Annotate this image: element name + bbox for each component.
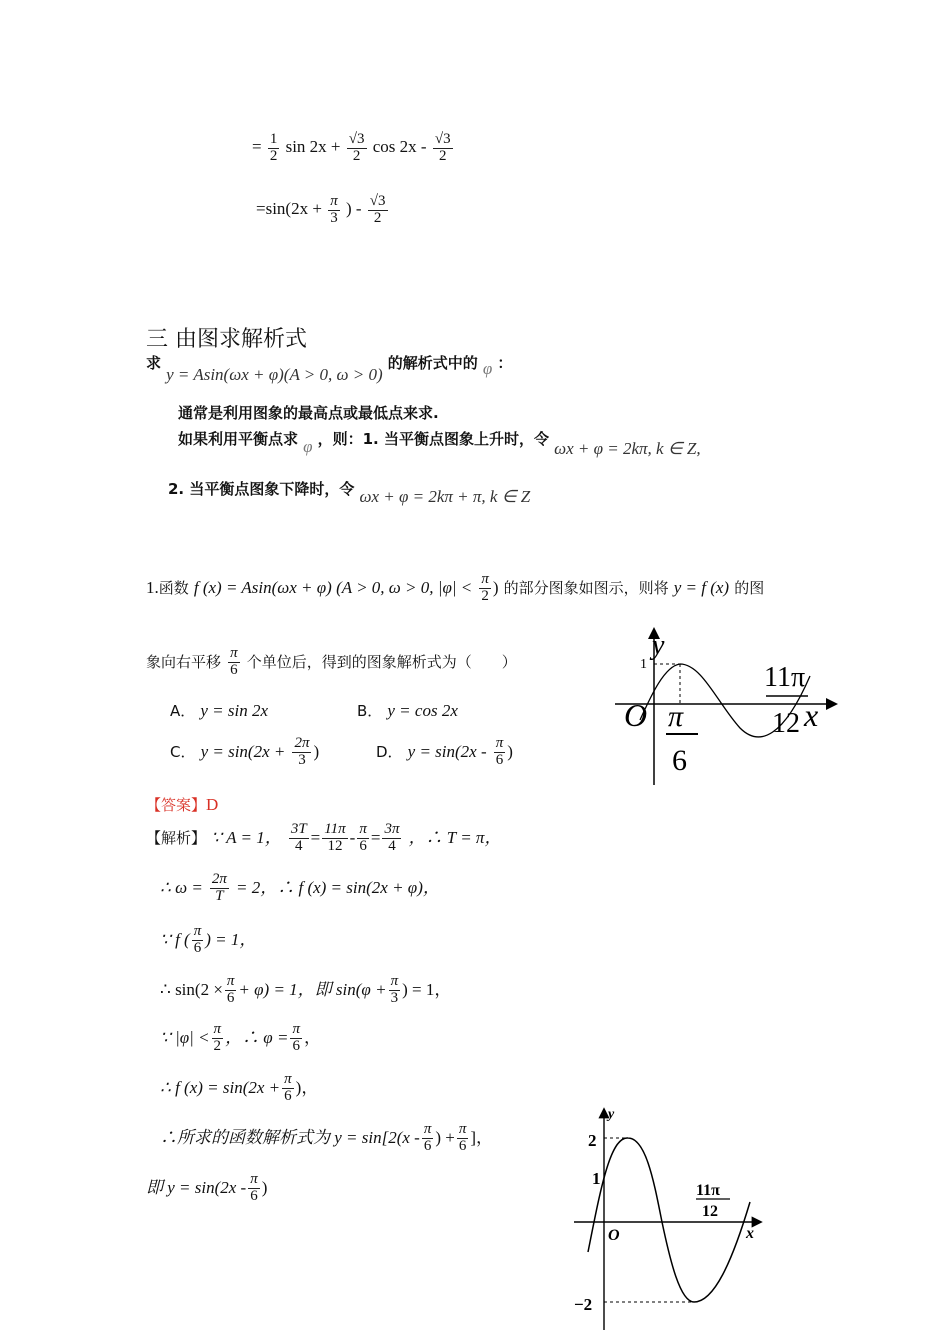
paren: ) (507, 741, 513, 761)
option-label: D． (376, 742, 403, 761)
rule-3 (168, 478, 531, 506)
option-b (357, 700, 458, 721)
solution-text: ) + (435, 1127, 455, 1147)
solution-text: )， (295, 1077, 319, 1097)
denominator: 2 (438, 147, 447, 164)
fraction (494, 736, 506, 769)
fraction (328, 194, 340, 227)
solution-line-6 (160, 1072, 318, 1105)
denominator: 6 (230, 661, 238, 678)
denominator: 2 (373, 209, 382, 226)
option-value: y = sin(2x + (200, 741, 286, 761)
fraction (282, 1072, 294, 1105)
solution-text: ∴ f (x) = sin(2x + (160, 1077, 281, 1097)
problem-text: 的图 (734, 578, 765, 597)
equals-sign: = (310, 827, 321, 847)
numerator: π (292, 1021, 300, 1037)
problem-number: 1. (146, 577, 159, 597)
rule-1: 通常是利用图象的最高点或最低点来求. (178, 404, 439, 422)
y-axis-label: y (608, 1107, 615, 1122)
solution-text: ∵ |φ| < (160, 1027, 210, 1047)
term: sin 2x + (285, 137, 341, 157)
answer-label: 【答案】 (146, 796, 207, 814)
tick-11pi-den: 12 (702, 1203, 718, 1220)
solution-text: ) = 1， (402, 979, 452, 999)
denominator: 4 (388, 837, 396, 854)
figure-2-graph (570, 1102, 770, 1334)
solution-text: ) = 1， (205, 929, 257, 949)
numerator: π (423, 1121, 432, 1137)
solution-text: ) (261, 1177, 268, 1197)
solution-text: ，∴ T = π， (408, 827, 502, 847)
x-axis-label: x (746, 1225, 754, 1242)
numerator: 11π (324, 821, 346, 837)
numerator: 3T (290, 821, 307, 837)
problem-text: 个单位后，得到的图象解析式为（ ） (246, 652, 517, 671)
option-c (170, 736, 319, 769)
denominator: 6 (284, 1087, 292, 1104)
y-axis-label: y (652, 630, 665, 661)
fraction (210, 872, 229, 905)
denominator: 6 (359, 837, 367, 854)
prompt-prefix: 求 (146, 354, 162, 372)
tick-pi-num: π (668, 700, 684, 733)
denominator: 4 (295, 837, 303, 854)
option-d (376, 736, 513, 769)
numerator: √3 (348, 131, 365, 147)
tick-neg-two: −2 (574, 1295, 593, 1314)
fraction (212, 1022, 224, 1055)
fraction (268, 132, 280, 165)
fraction (479, 572, 491, 605)
figure-1-graph (600, 620, 850, 790)
numerator: π (458, 1121, 467, 1137)
denominator: 3 (298, 751, 306, 768)
problem-line-1 (146, 572, 764, 605)
solution-line-1 (146, 822, 501, 855)
rule-3-formula: ωx + φ = 2kπ + π, k ∈ Z (359, 487, 531, 506)
fraction (290, 1022, 302, 1055)
numerator: √3 (369, 193, 386, 209)
problem-text: 象向右平移 (146, 652, 222, 671)
solution-text: ∵ f ( (160, 929, 190, 949)
solution-text: ，∴ φ = (225, 1027, 289, 1047)
rule-2-prefix: 如果利用平衡点求 (178, 430, 299, 448)
section-prompt (146, 352, 513, 384)
solution-line-3 (160, 924, 256, 957)
problem-text: 函数 (158, 578, 189, 597)
fraction (368, 194, 388, 227)
tick-11pi-num: 11π (764, 662, 806, 693)
prompt-suffix: 的解析式中的 (387, 354, 478, 372)
denominator: 3 (330, 209, 338, 226)
denominator: 2 (269, 147, 278, 164)
solution-text: = 2，∴ f (x) = sin(2x + φ)， (236, 877, 440, 897)
problem-text: 的部分图象如图示，则将 (503, 578, 669, 597)
tick-two: 2 (588, 1131, 597, 1150)
rule-2 (178, 428, 701, 458)
fraction (422, 1122, 434, 1155)
paren: ) (313, 741, 320, 761)
fraction (382, 822, 401, 855)
option-value: y = sin(2x - (407, 741, 487, 761)
numerator: √3 (434, 131, 451, 147)
numerator: 2π (294, 735, 310, 751)
rule-3-prefix: 2. 当平衡点图象下降时，令 (168, 480, 355, 498)
denominator: 6 (250, 1187, 258, 1204)
solution-text: ， (303, 1027, 321, 1047)
numerator: π (250, 1171, 258, 1187)
derivation-line-1 (252, 132, 455, 165)
solution-text: ]， (470, 1127, 494, 1147)
prompt-variable: φ (482, 359, 493, 378)
term: ) - (345, 199, 362, 219)
term: cos 2x - (372, 137, 427, 157)
problem-line-2 (146, 646, 517, 679)
option-label: A． (170, 702, 196, 720)
numerator: π (330, 193, 338, 209)
denominator: 3 (390, 989, 399, 1006)
fraction (457, 1122, 469, 1155)
solution-text: 即 y = sin(2x - (146, 1177, 247, 1197)
prompt-formula: y = Asin(ωx + φ)(A > 0, ω > 0) (166, 365, 383, 384)
numerator: 1 (269, 131, 278, 147)
tick-pi-den: 6 (672, 744, 687, 777)
term: =sin(2x + (256, 199, 322, 219)
solution-line-8 (146, 1172, 267, 1205)
fraction (289, 822, 309, 855)
minus-sign: - (349, 827, 356, 847)
tick-11pi-num: 11π (696, 1182, 720, 1199)
denominator: 12 (327, 837, 343, 854)
numerator: 3π (384, 821, 400, 837)
x-axis-label: x (804, 697, 819, 733)
option-label: C． (170, 742, 196, 761)
solution-line-5 (160, 1022, 321, 1055)
fraction (228, 646, 240, 679)
rule-2-variable: φ (303, 437, 313, 456)
problem-formula: f (x) = Asin(ωx + φ) (A > 0, ω > 0, |φ| < (193, 577, 473, 597)
fraction (192, 924, 204, 957)
numerator: π (226, 973, 235, 989)
option-value: y = sin 2x (200, 701, 269, 720)
equals-sign: = (370, 827, 381, 847)
denominator: 6 (193, 939, 202, 956)
solution-line-4 (160, 974, 451, 1007)
solution-text: ∵ A = 1， (211, 827, 282, 847)
denominator: 6 (423, 1137, 432, 1154)
tick-one: 1 (592, 1169, 601, 1188)
prompt-end: ： (497, 354, 513, 372)
denominator: 2 (481, 587, 489, 604)
numerator: 2π (211, 871, 227, 887)
denominator: T (215, 887, 224, 904)
numerator: π (481, 571, 489, 587)
answer-line (146, 794, 218, 815)
problem-formula: y = f (x) (673, 577, 730, 597)
denominator: 6 (495, 751, 504, 768)
tick-one: 1 (640, 657, 647, 672)
denominator: 6 (458, 1137, 467, 1154)
numerator: π (193, 923, 202, 939)
fraction (433, 132, 453, 165)
denominator: 6 (292, 1037, 300, 1054)
denominator: 2 (213, 1037, 222, 1054)
denominator: 2 (352, 147, 361, 164)
rule-2-formula: ωx + φ = 2kπ, k ∈ Z, (554, 439, 701, 458)
rule-2-mid: ，则：1. 当平衡点图象上升时，令 (317, 430, 549, 448)
numerator: π (390, 973, 399, 989)
solution-line-2 (160, 872, 440, 905)
solution-text: + φ) = 1，即 sin(φ + (238, 979, 387, 999)
paren: ) (492, 577, 499, 597)
sine-curve (588, 1138, 750, 1302)
denominator: 6 (226, 989, 235, 1006)
solution-text: ∴ sin(2 × (160, 979, 223, 999)
numerator: π (284, 1071, 292, 1087)
fraction (347, 132, 367, 165)
origin-label: O (624, 697, 648, 733)
solution-text: ∴ ω = (160, 877, 203, 897)
numerator: π (495, 735, 504, 751)
numerator: π (213, 1021, 222, 1037)
fraction (248, 1172, 260, 1205)
section-title: 三 由图求解析式 (146, 327, 307, 352)
fraction (292, 736, 311, 769)
fraction (225, 974, 237, 1007)
tick-11pi-den: 12 (772, 708, 800, 739)
solution-line-7 (160, 1122, 493, 1155)
numerator: π (230, 645, 238, 661)
solution-text: ∴所求的函数解析式为 y = sin[2(x - (160, 1127, 420, 1147)
option-value: y = cos 2x (387, 701, 458, 720)
numerator: π (359, 821, 367, 837)
equals-sign: = (252, 137, 262, 157)
solution-label: 【解析】 (146, 828, 207, 847)
origin-label: O (608, 1227, 620, 1244)
option-label: B． (357, 702, 383, 720)
fraction (389, 974, 401, 1007)
fraction (357, 822, 369, 855)
answer-value: D (206, 795, 219, 814)
fraction (322, 822, 347, 855)
option-a (170, 700, 268, 721)
derivation-line-2 (256, 194, 390, 227)
